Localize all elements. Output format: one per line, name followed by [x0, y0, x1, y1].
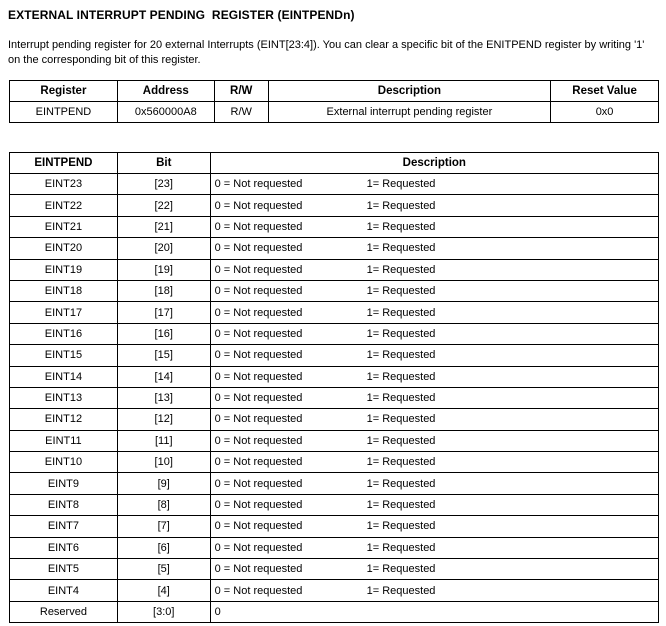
value-zero-text: 0 = Not requested: [214, 285, 303, 298]
value-one-text: 1= Requested: [366, 456, 436, 469]
table-row: [10, 238, 659, 259]
table-row: [10, 473, 659, 494]
value-zero-text: 0 = Not requested: [214, 392, 303, 405]
row-description: [210, 601, 658, 622]
value-one-text: 1= Requested: [366, 413, 436, 426]
row-name: EINT6: [10, 537, 118, 558]
value-one-text: 1= Requested: [366, 349, 436, 362]
value-one-text: 1= Requested: [366, 306, 436, 319]
row-description: [210, 238, 658, 259]
row-description: [210, 387, 658, 408]
table-row: [10, 280, 659, 301]
value-zero-text: 0 = Not requested: [214, 199, 303, 212]
row-name: Reserved: [10, 601, 118, 622]
row-description: [210, 280, 658, 301]
value-zero-text: 0 = Not requested: [214, 220, 303, 233]
row-name: EINT23: [10, 174, 118, 195]
value-zero-text: 0 = Not requested: [214, 413, 303, 426]
table-row: [10, 580, 659, 601]
value-zero-text: 0 = Not requested: [214, 477, 303, 490]
row-description: [210, 323, 658, 344]
value-zero-text: 0 = Not requested: [214, 584, 303, 597]
table-row: [10, 195, 659, 216]
value-one-text: 1= Requested: [366, 434, 436, 447]
table-row: [10, 323, 659, 344]
row-bit: [13]: [117, 387, 210, 408]
row-description: [210, 580, 658, 601]
row-description: [210, 302, 658, 323]
table-row: [10, 409, 659, 430]
bit-table-header: [10, 153, 659, 174]
row-description: [210, 259, 658, 280]
row-bit: [23]: [117, 174, 210, 195]
header-bit: Bit: [117, 153, 210, 174]
value-zero-text: 0 = Not requested: [214, 263, 303, 276]
row-bit: [7]: [117, 516, 210, 537]
row-name: EINT7: [10, 516, 118, 537]
row-name: EINT15: [10, 345, 118, 366]
row-description: [210, 409, 658, 430]
value-zero-text: 0 = Not requested: [214, 349, 303, 362]
header-register: Register: [10, 81, 118, 102]
value-one-text: 1= Requested: [366, 220, 436, 233]
row-description: [210, 366, 658, 387]
value-one-text: 1= Requested: [366, 477, 436, 490]
table-row: [10, 366, 659, 387]
row-description: [210, 473, 658, 494]
row-bit: [6]: [117, 537, 210, 558]
row-name: EINT10: [10, 452, 118, 473]
value-zero-text: 0 = Not requested: [214, 456, 303, 469]
row-bit: [11]: [117, 430, 210, 451]
value-zero-text: 0 = Not requested: [214, 327, 303, 340]
table-row: [10, 452, 659, 473]
row-bit: [17]: [117, 302, 210, 323]
row-name: EINT9: [10, 473, 118, 494]
value-zero-text: 0 = Not requested: [214, 178, 303, 191]
table-row: [10, 559, 659, 580]
register-desc: External interrupt pending register: [268, 102, 550, 123]
table-row: [10, 494, 659, 515]
table-row: [10, 387, 659, 408]
value-zero-text: 0: [214, 606, 221, 618]
bit-table: [9, 152, 659, 623]
row-description: [210, 494, 658, 515]
table-row: [10, 537, 659, 558]
row-bit: [19]: [117, 259, 210, 280]
value-zero-text: 0 = Not requested: [214, 520, 303, 533]
value-zero-text: 0 = Not requested: [214, 563, 303, 576]
value-one-text: 1= Requested: [366, 499, 436, 512]
value-zero-text: 0 = Not requested: [214, 541, 303, 554]
value-zero-text: 0 = Not requested: [214, 242, 303, 255]
row-name: EINT5: [10, 559, 118, 580]
row-name: EINT19: [10, 259, 118, 280]
row-name: EINT14: [10, 366, 118, 387]
row-bit: [22]: [117, 195, 210, 216]
row-name: EINT12: [10, 409, 118, 430]
table-row: [10, 345, 659, 366]
row-description: [210, 195, 658, 216]
register-reset: 0x0: [551, 102, 659, 123]
header-description: Description: [268, 81, 550, 102]
table-row: [10, 430, 659, 451]
value-one-text: 1= Requested: [366, 584, 436, 597]
row-name: EINT18: [10, 280, 118, 301]
page-title: EXTERNAL INTERRUPT PENDING REGISTER (EINTPENDn): [8, 8, 355, 22]
register-name: EINTPEND: [10, 102, 118, 123]
row-bit: [8]: [117, 494, 210, 515]
row-bit: [9]: [117, 473, 210, 494]
header-rw: R/W: [214, 81, 268, 102]
value-one-text: 1= Requested: [366, 327, 436, 340]
row-description: [210, 174, 658, 195]
row-description: [210, 516, 658, 537]
register-table-header: [10, 81, 659, 102]
row-name: EINT16: [10, 323, 118, 344]
row-bit: [5]: [117, 559, 210, 580]
header-address: Address: [117, 81, 214, 102]
value-zero-text: 0 = Not requested: [214, 434, 303, 447]
register-table: [9, 80, 659, 123]
row-bit: [15]: [117, 345, 210, 366]
bit-table-body: [10, 174, 659, 623]
row-name: EINT11: [10, 430, 118, 451]
table-row: [10, 174, 659, 195]
row-description: [210, 345, 658, 366]
row-bit: [20]: [117, 238, 210, 259]
row-description: [210, 216, 658, 237]
register-row: [10, 102, 659, 123]
value-one-text: 1= Requested: [366, 263, 436, 276]
value-one-text: 1= Requested: [366, 199, 436, 212]
header-reset-value: Reset Value: [551, 81, 659, 102]
value-one-text: 1= Requested: [366, 541, 436, 554]
row-bit: [18]: [117, 280, 210, 301]
table-row: [10, 601, 659, 622]
register-rw: R/W: [214, 102, 268, 123]
row-description: [210, 430, 658, 451]
value-one-text: 1= Requested: [366, 370, 436, 383]
row-description: [210, 452, 658, 473]
row-bit: [10]: [117, 452, 210, 473]
row-bit: [21]: [117, 216, 210, 237]
row-bit: [4]: [117, 580, 210, 601]
row-bit: [12]: [117, 409, 210, 430]
row-bit: [14]: [117, 366, 210, 387]
row-description: [210, 537, 658, 558]
row-name: EINT21: [10, 216, 118, 237]
value-zero-text: 0 = Not requested: [214, 370, 303, 383]
value-zero-text: 0 = Not requested: [214, 499, 303, 512]
value-one-text: 1= Requested: [366, 392, 436, 405]
row-name: EINT22: [10, 195, 118, 216]
value-one-text: 1= Requested: [366, 520, 436, 533]
table-row: [10, 216, 659, 237]
table-row: [10, 259, 659, 280]
row-description: [210, 559, 658, 580]
header-eintpend: EINTPEND: [10, 153, 118, 174]
table-row: [10, 302, 659, 323]
register-description: Interrupt pending register for 20 external Interrupts (EINT[23:4]). You can clear a specific bit of the ENITPEND register by writing '1' on the corresponding bit of this register.: [8, 39, 645, 66]
row-bit: [16]: [117, 323, 210, 344]
header-bit-description: Description: [210, 153, 658, 174]
row-name: EINT20: [10, 238, 118, 259]
value-one-text: 1= Requested: [366, 563, 436, 576]
table-row: [10, 516, 659, 537]
register-address: 0x560000A8: [117, 102, 214, 123]
value-zero-text: 0 = Not requested: [214, 306, 303, 319]
row-name: EINT4: [10, 580, 118, 601]
row-bit: [3:0]: [117, 601, 210, 622]
row-name: EINT17: [10, 302, 118, 323]
row-name: EINT8: [10, 494, 118, 515]
value-one-text: 1= Requested: [366, 178, 436, 191]
value-one-text: 1= Requested: [366, 285, 436, 298]
value-one-text: 1= Requested: [366, 242, 436, 255]
row-name: EINT13: [10, 387, 118, 408]
